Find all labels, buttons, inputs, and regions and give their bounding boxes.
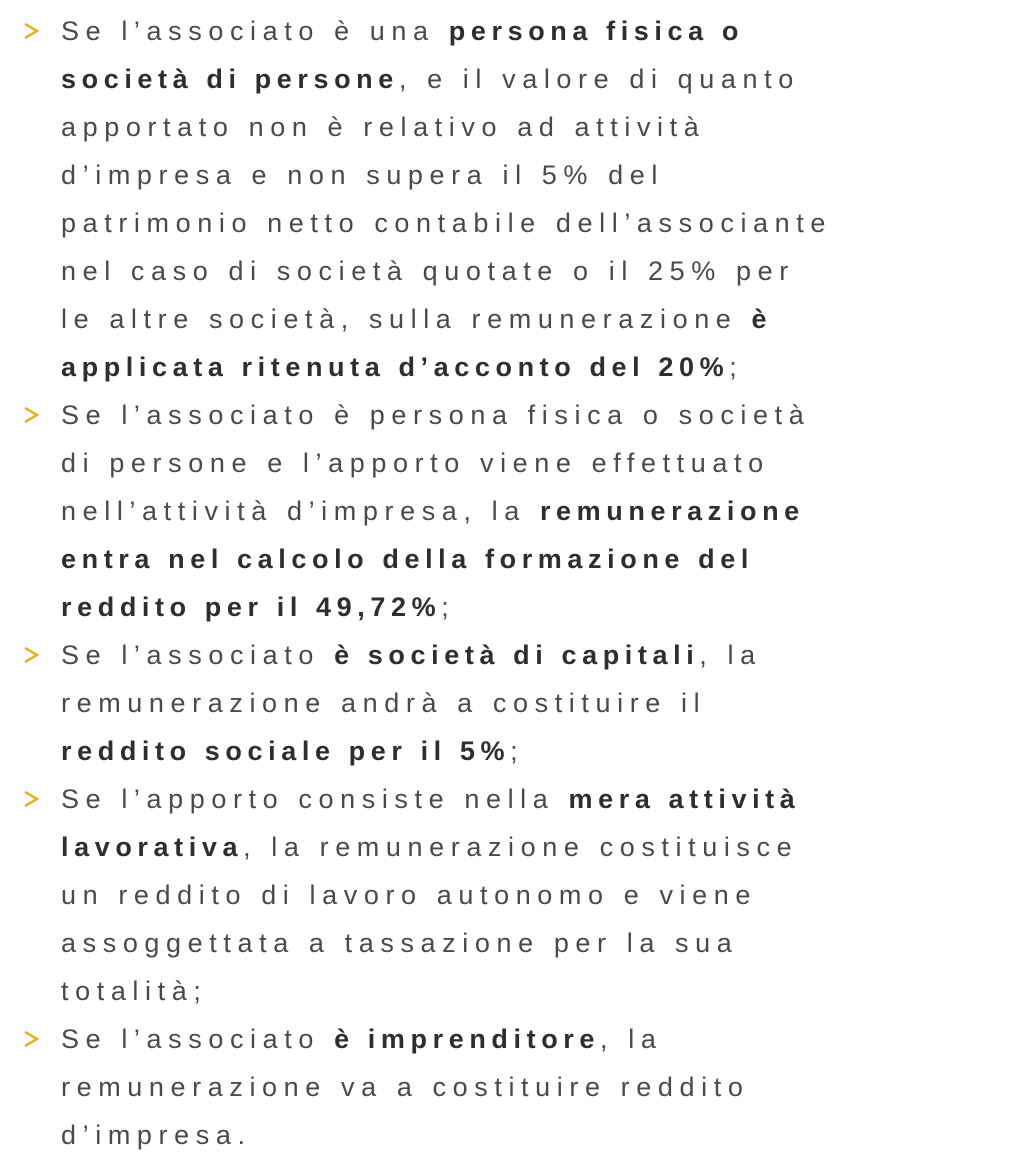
- text-line: [61, 727, 1024, 775]
- text-line: [61, 391, 1024, 439]
- bullet-list: [0, 7, 1024, 1159]
- chevron-right-icon: [22, 17, 42, 45]
- list-item: [0, 775, 1024, 1015]
- text-segment: di persone e l’apporto viene effettuato: [61, 448, 770, 478]
- text-line: [61, 343, 1024, 391]
- text-segment: , la: [699, 640, 762, 670]
- text-segment: Se l’associato: [61, 1024, 335, 1054]
- text-segment: apportato non è relativo ad attività: [61, 112, 706, 142]
- text-segment: un reddito di lavoro autonomo e viene: [61, 880, 758, 910]
- text-segment: nell’attività d’impresa, la: [61, 496, 540, 526]
- text-line: [61, 1015, 1024, 1063]
- text-segment: ;: [510, 736, 525, 766]
- text-segment: d’impresa e non supera il 5% del: [61, 160, 664, 190]
- chevron-right-icon: [22, 785, 42, 813]
- text-segment: ;: [441, 592, 456, 622]
- text-segment: totalità;: [61, 976, 208, 1006]
- text-segment: nel caso di società quotate o il 25% per: [61, 256, 795, 286]
- text-line: [61, 7, 1024, 55]
- text-segment: Se l’associato è persona fisica o società: [61, 400, 811, 430]
- text-line: [61, 151, 1024, 199]
- text-line: [61, 775, 1024, 823]
- text-line: [61, 247, 1024, 295]
- text-segment: , la: [600, 1024, 663, 1054]
- bold-text: reddito sociale per il 5%: [61, 736, 511, 766]
- list-item: [0, 1015, 1024, 1159]
- text-segment: d’impresa.: [61, 1120, 252, 1150]
- text-segment: Se l’associato è una: [61, 16, 449, 46]
- bold-text: è società di capitali: [334, 640, 700, 670]
- bold-text: lavorativa: [61, 832, 244, 862]
- text-line: [61, 103, 1024, 151]
- list-item: [0, 7, 1024, 391]
- text-line: [61, 487, 1024, 535]
- list-item: [0, 391, 1024, 631]
- text-line: [61, 967, 1024, 1015]
- list-item: [0, 631, 1024, 775]
- text-line: [61, 631, 1024, 679]
- text-line: [61, 1111, 1024, 1159]
- text-line: [61, 295, 1024, 343]
- text-line: [61, 871, 1024, 919]
- chevron-right-icon: [22, 641, 42, 669]
- text-segment: , la remunerazione costituisce: [243, 832, 799, 862]
- text-segment: , e il valore di quanto: [398, 64, 800, 94]
- text-line: [61, 439, 1024, 487]
- bold-text: mera attività: [568, 784, 801, 814]
- bold-text: remunerazione: [539, 496, 805, 526]
- bold-text: reddito per il 49,72%: [61, 592, 442, 622]
- bold-text: è imprenditore: [334, 1024, 601, 1054]
- text-segment: patrimonio netto contabile dell’associante: [61, 208, 833, 238]
- bold-text: persona fisica o: [448, 16, 744, 46]
- text-line: [61, 679, 1024, 727]
- text-segment: Se l’associato: [61, 640, 335, 670]
- bold-text: entra nel calcolo della formazione del: [61, 544, 754, 574]
- text-line: [61, 535, 1024, 583]
- text-segment: assoggettata a tassazione per la sua: [61, 928, 739, 958]
- chevron-right-icon: [22, 1025, 42, 1053]
- text-line: [61, 1063, 1024, 1111]
- text-line: [61, 583, 1024, 631]
- bold-text: è: [751, 304, 773, 334]
- bold-text: applicata ritenuta d’acconto del 20%: [61, 352, 730, 382]
- text-line: [61, 55, 1024, 103]
- text-line: [61, 199, 1024, 247]
- text-line: [61, 823, 1024, 871]
- text-segment: remunerazione andrà a costituire il: [61, 688, 707, 718]
- text-line: [61, 919, 1024, 967]
- text-segment: le altre società, sulla remunerazione: [61, 304, 752, 334]
- text-segment: remunerazione va a costituire reddito: [61, 1072, 750, 1102]
- text-segment: ;: [729, 352, 744, 382]
- text-segment: Se l’apporto consiste nella: [61, 784, 569, 814]
- chevron-right-icon: [22, 401, 42, 429]
- bold-text: società di persone: [61, 64, 399, 94]
